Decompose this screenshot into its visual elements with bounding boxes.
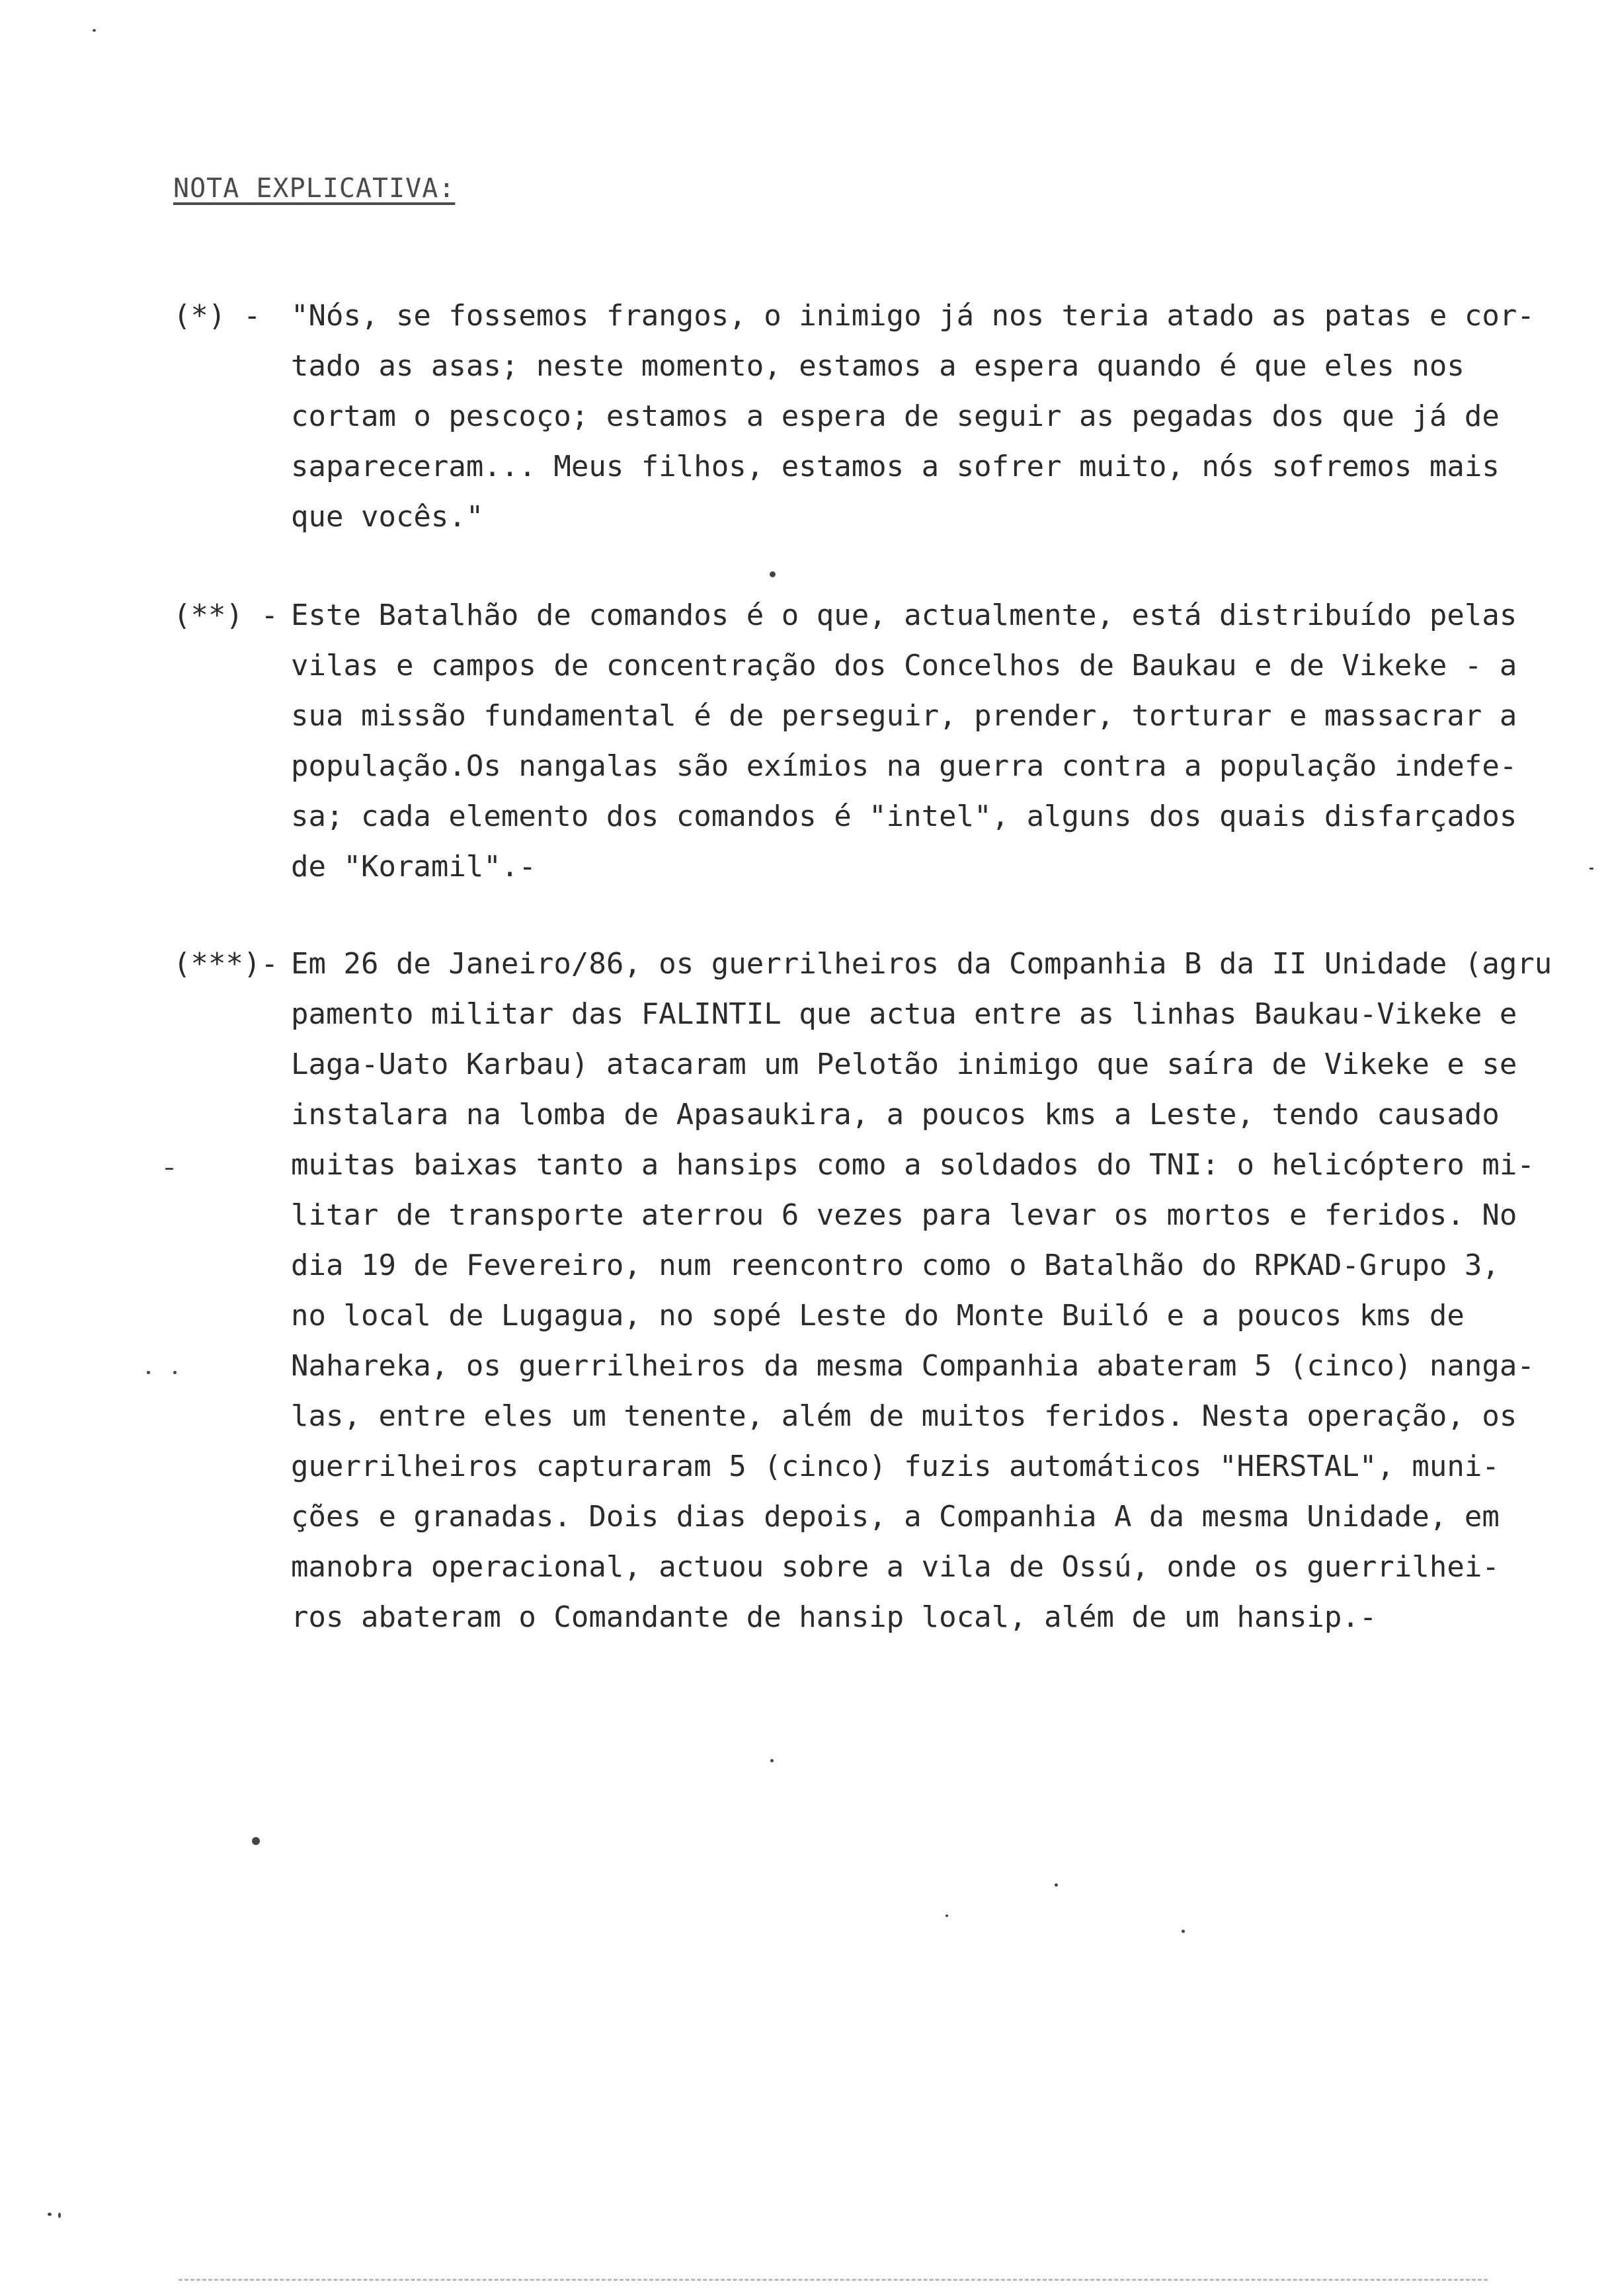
note-body [291,291,1535,542]
note-line: vilas e campos de concentração dos Concelhos de Baukau e de Vikeke - a [291,649,1517,682]
note-line: manobra operacional, actuou sobre a vila de Ossú, onde os guerrilhei- [291,1550,1500,1584]
note-line: Nahareka, os guerrilheiros da mesma Companhia abateram 5 (cinco) nanga- [291,1349,1535,1383]
scan-speck [252,1837,260,1845]
note-line: Laga-Uato Karbau) atacaram um Pelotão inimigo que saíra de Vikeke e se [291,1047,1517,1081]
scan-speck [58,2213,61,2218]
note-line: sa; cada elemento dos comandos é "intel", alguns dos quais disfarçados [291,800,1517,833]
scan-speck [770,571,776,577]
scan-speck [48,2213,52,2216]
note-line: muitas baixas tanto a hansips como a soldados do TNI: o helicóptero mi- [291,1148,1535,1182]
note-line: de "Koramil".- [291,850,536,883]
note-line: Em 26 de Janeiro/86, os guerrilheiros da Companhia B da II Unidade (agru [291,947,1552,981]
scan-speck [1182,1930,1185,1933]
note-line: cortam o pescoço; estamos a espera de seguir as pegadas dos que já de [291,399,1500,433]
note-line: Este Batalhão de comandos é o que, actualmente, está distribuído pelas [291,598,1517,632]
scan-speck [93,29,96,32]
scan-speck [173,1371,177,1374]
note-line: instalara na lomba de Apasaukira, a poucos kms a Leste, tendo causado [291,1098,1500,1131]
note-line: guerrilheiros capturaram 5 (cinco) fuzis automáticos "HERSTAL", muni- [291,1450,1500,1483]
scan-speck [1055,1883,1058,1887]
scan-speck [1589,868,1593,870]
note-marker: (***)- [173,947,278,981]
note-line: população.Os nangalas são exímios na guerra contra a população indefe- [291,749,1517,783]
note-line: litar de transporte aterrou 6 vezes para levar os mortos e feridos. No [291,1198,1517,1232]
note-line: ções e granadas. Dois dias depois, a Companhia A da mesma Unidade, em [291,1500,1500,1534]
note-marker: (**) - [173,598,278,632]
note-line: "Nós, se fossemos frangos, o inimigo já nos teria atado as patas e cor- [291,299,1535,333]
note-line: ros abateram o Comandante de hansip local, além de um hansip.- [291,1600,1377,1634]
note-marker: (*) - [173,299,261,333]
note-heading: NOTA EXPLICATIVA: [173,173,456,204]
note-line: sua missão fundamental é de perseguir, prender, torturar e massacrar a [291,699,1517,733]
scan-speck [147,1371,150,1374]
scan-speck [165,1168,173,1170]
scan-speck [770,1759,774,1762]
note-line: dia 19 de Fevereiro, num reencontro como o Batalhão do RPKAD-Grupo 3, [291,1249,1500,1282]
note-body [291,591,1517,892]
note-line: tado as asas; neste momento, estamos a espera quando é que eles nos [291,349,1465,383]
note-body [291,939,1552,1643]
note-line: no local de Lugagua, no sopé Leste do Monte Builó e a poucos kms de [291,1299,1465,1332]
scan-speck [945,1914,948,1917]
note-line: las, entre eles um tenente, além de muitos feridos. Nesta operação, os [291,1399,1517,1433]
note-line: sapareceram... Meus filhos, estamos a sofrer muito, nós sofremos mais [291,450,1500,483]
scan-edge-line [179,2279,1488,2281]
note-line: que vocês." [291,500,484,534]
note-line: pamento militar das FALINTIL que actua entre as linhas Baukau-Vikeke e [291,997,1517,1031]
